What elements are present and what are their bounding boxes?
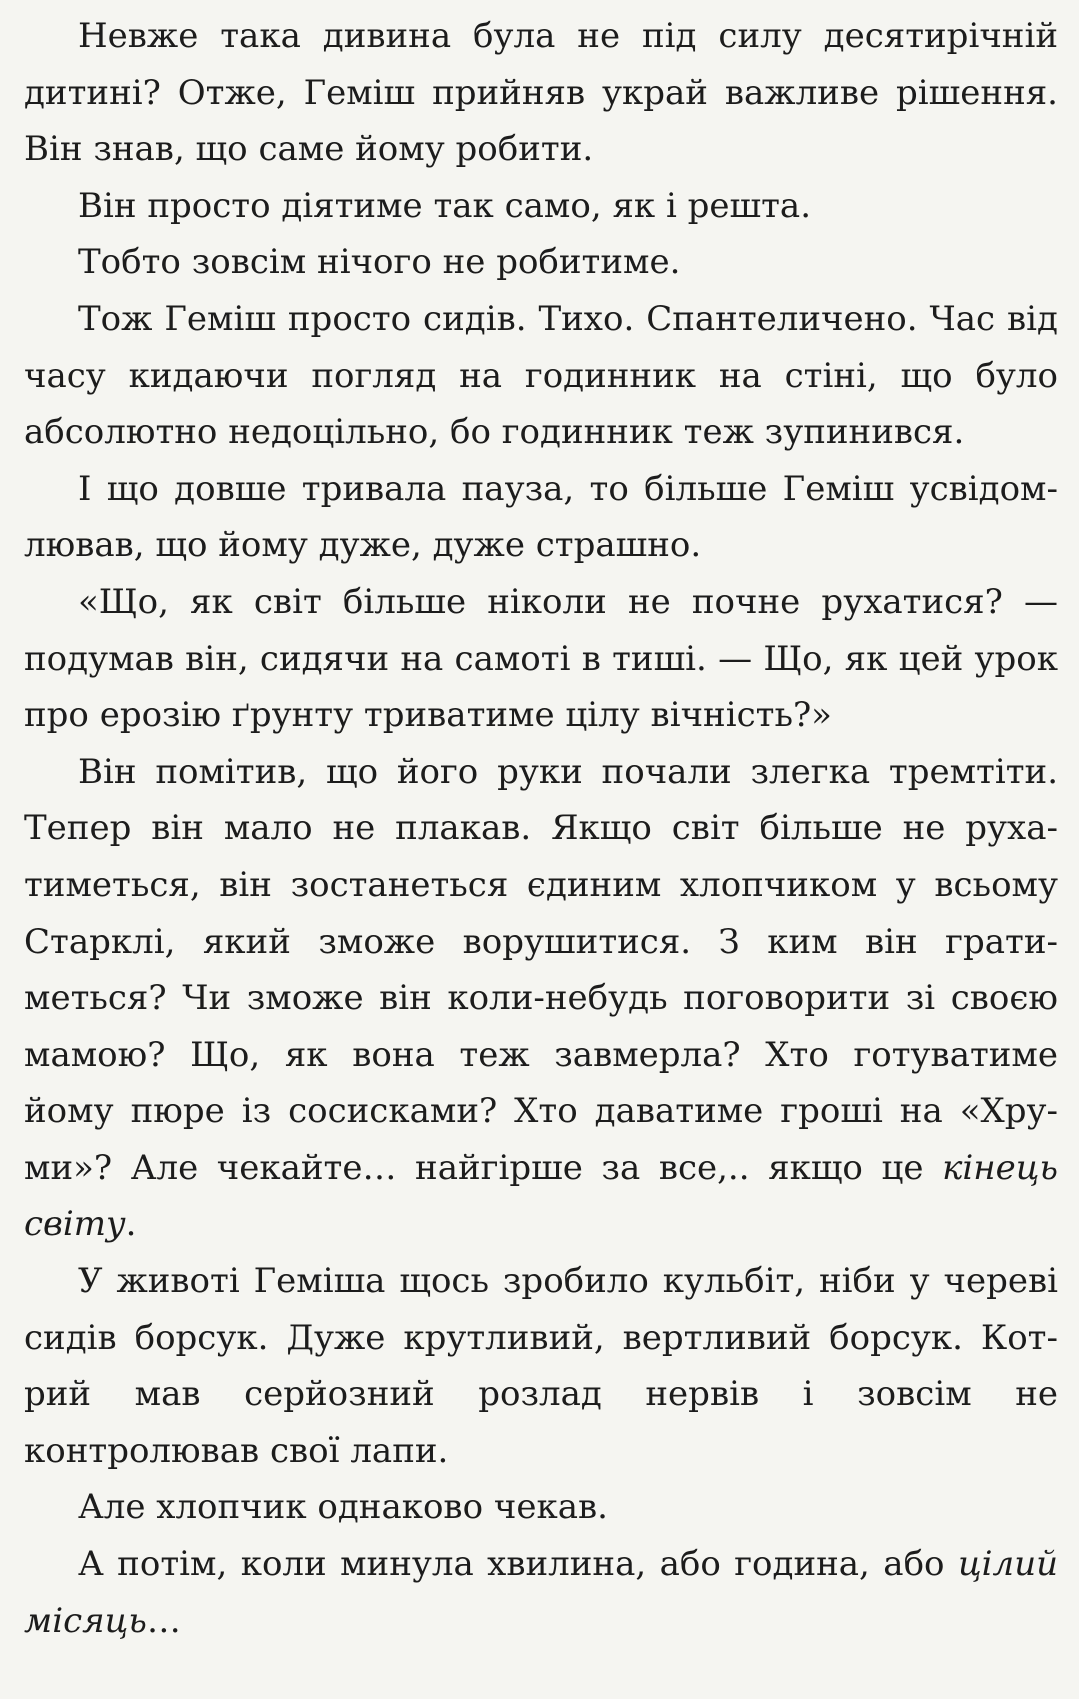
paragraph-text: І що довше тривала пауза, то більше Геміш усвідомлював, що йому дуже, дуже страшно. <box>24 468 1058 566</box>
paragraph-4 <box>24 291 1058 461</box>
italic-emphasis: цілий місяць <box>24 1544 1058 1641</box>
paragraph-2 <box>24 178 1058 235</box>
paragraph-9 <box>24 1479 1058 1536</box>
paragraph-text: Невже така дивина була не під силу десятирічній дитині? Отже, Геміш прийняв украй важливе рішення. Він знав, що саме йому робити. <box>24 16 1058 170</box>
paragraph-text: Він помітив, що його руки почали злегка тремтіти. Тепер він мало не плакав. Якщо світ більше не рухатиметься, він зостанеться єдиним хлопчиком у всьому Старклі, який зможе ворушитися. З ким він гратиметься? Чи зможе він коли-небудь поговорити зі своєю мамою? Що, як вона теж завмерла? Хто готуватиме йому пюре із сосисками? Хто даватиме гроші на «Хруми»? Але чекайте… найгірше за все,.. якщо це <box>24 751 1058 1188</box>
paragraph-8 <box>24 1253 1058 1479</box>
text-column <box>24 8 1058 1649</box>
paragraph-1 <box>24 8 1058 178</box>
paragraph-text: «Що, як світ більше ніколи не почне рухатися? — подумав він, сидячи на самоті в тиші. — Що, як цей урок про ерозію ґрунту триватиме цілу вічність?» <box>24 581 1058 736</box>
paragraph-text: Тобто зовсім нічого не робитиме. <box>78 242 681 283</box>
paragraph-text: Але хлопчик однаково чекав. <box>78 1487 608 1528</box>
paragraph-text: А потім, коли минула хвилина, або година, або <box>78 1544 958 1585</box>
paragraph-10 <box>24 1536 1058 1649</box>
paragraph-6 <box>24 574 1058 744</box>
paragraph-text: … <box>146 1600 181 1641</box>
paragraph-text: Тож Геміш просто сидів. Тихо. Спантеличено. Час від часу кидаючи погляд на годинник на стіні, що було абсолютно недоцільно, бо годинник теж зупинився. <box>24 298 1058 453</box>
italic-emphasis: кінець світу <box>24 1147 1058 1245</box>
paragraph-text: . <box>125 1204 137 1245</box>
paragraph-text: У животі Геміша щось зробило кульбіт, ніби у череві сидів борсук. Дуже крутливий, вертливий борсук. Котрий мав серйозний розлад нервів і зовсім не контролював свої лапи. <box>24 1261 1058 1471</box>
paragraph-5 <box>24 461 1058 574</box>
paragraph-3 <box>24 234 1058 291</box>
paragraph-text: Він просто діятиме так само, як і решта. <box>78 185 812 226</box>
paragraph-7 <box>24 744 1058 1253</box>
